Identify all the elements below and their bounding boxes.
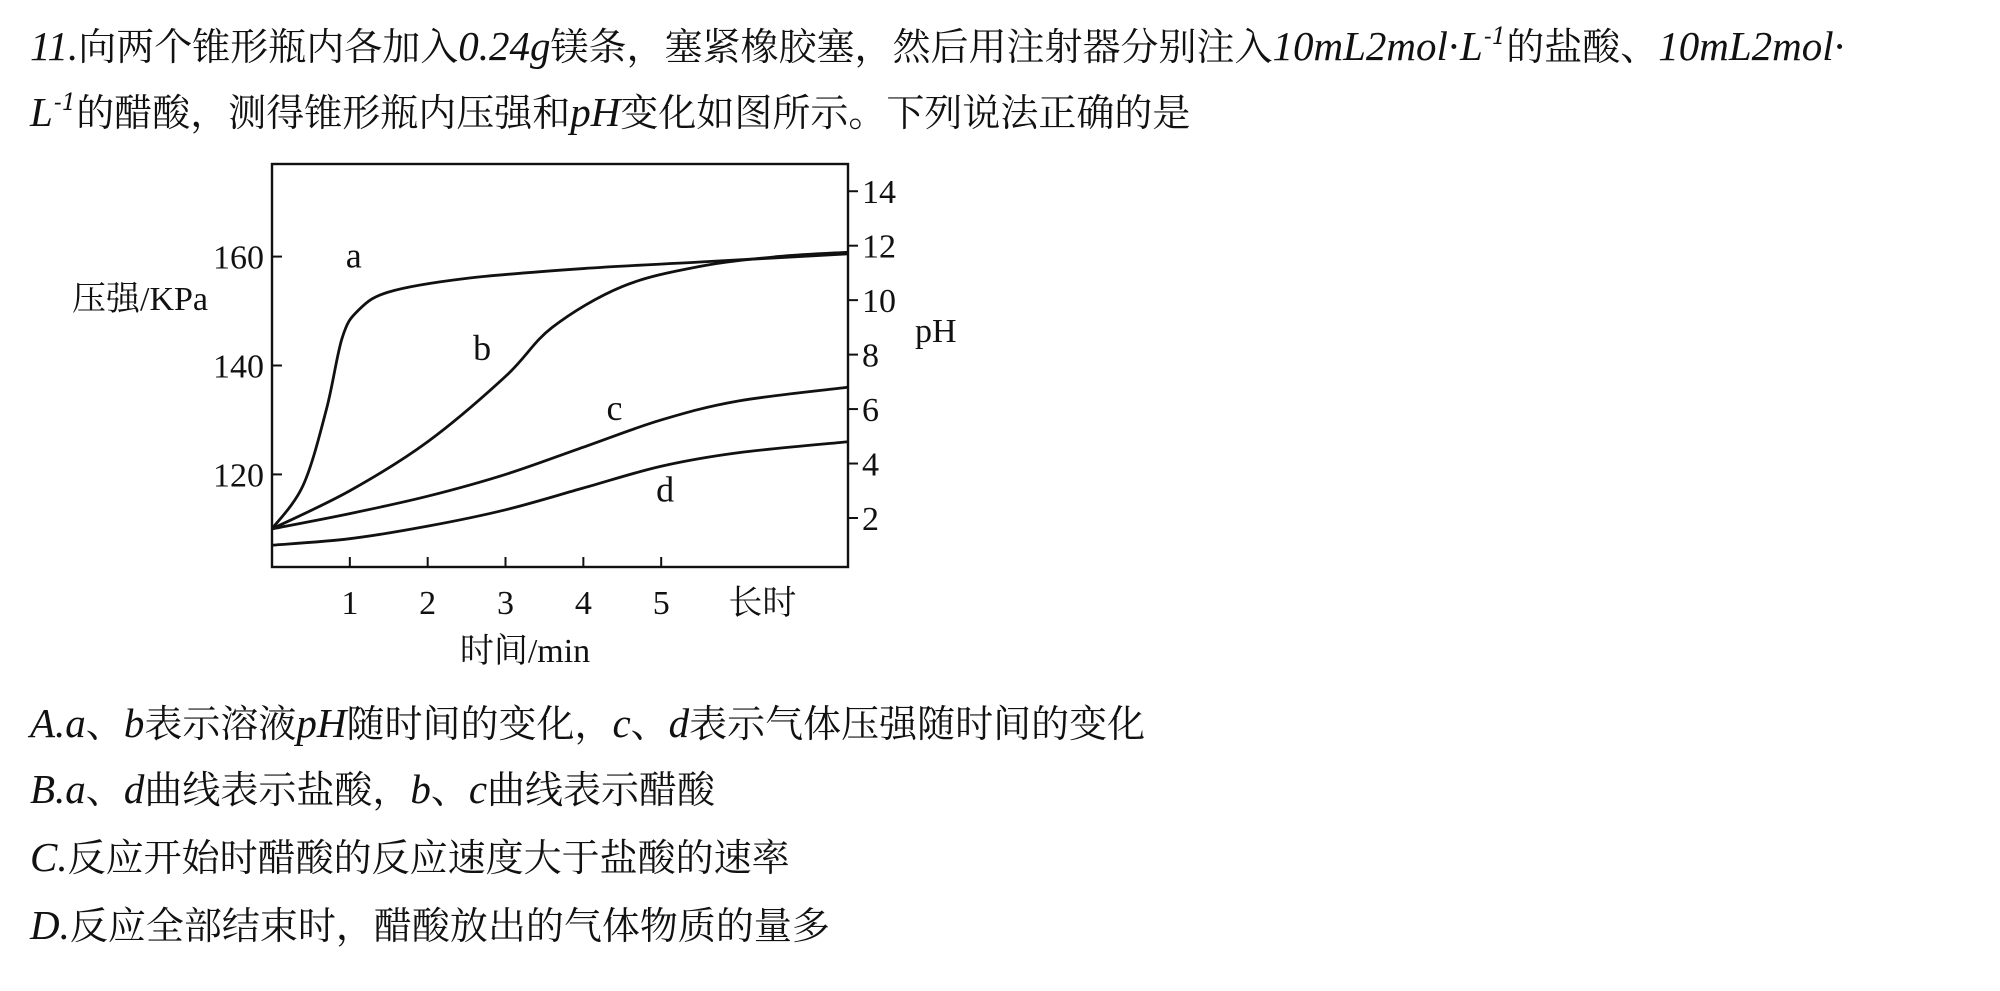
chart-axes [272, 164, 858, 567]
option-a-math-1: a [65, 700, 86, 746]
y-right-tick-label: 10 [862, 283, 896, 321]
question-math-unit-l-1: L [1460, 23, 1483, 69]
curve-label-d: d [656, 469, 675, 510]
question-superscript-2: -1 [53, 90, 77, 116]
option-b-text-2: 曲线表示盐酸， [144, 768, 411, 812]
option-a-math-4: c [612, 700, 631, 746]
question-text-1: 向两个锥形瓶内各加入 [78, 25, 459, 69]
curve-label-b: b [473, 328, 492, 369]
y-right-tick-label: 12 [862, 228, 896, 266]
curve-a [272, 254, 848, 529]
curve-label-a: a [345, 235, 362, 276]
x-tick-label: 5 [652, 585, 670, 622]
y-right-tick-label: 6 [862, 392, 879, 430]
option-a-text-4: 、 [630, 702, 669, 746]
option-b-text-4: 曲线表示醋酸 [487, 768, 716, 812]
option-b-math-3: b [410, 766, 431, 812]
option-b-math-4: c [468, 766, 488, 812]
question-dot-2: · [1833, 25, 1846, 69]
x-tick-label: 4 [574, 585, 592, 622]
y-right-tick-label: 4 [862, 446, 879, 484]
y-right-tick-label: 2 [862, 500, 879, 538]
question-text-2: 镁条，塞紧橡胶塞，然后用注射器分别注入 [550, 25, 1273, 69]
curve-c [272, 387, 848, 529]
option-a-math-5: d [668, 700, 690, 746]
question-text-5: 变化如图所示。下列说法正确的是 [620, 91, 1191, 135]
x-tick-label: 3 [497, 585, 515, 622]
question-text-4: 的醋酸，测得锥形瓶内压强和 [76, 91, 571, 135]
question-line-1 [30, 22, 1846, 77]
x-axis-label: 时间/min [459, 633, 591, 670]
option-a-math-3: pH [296, 700, 347, 746]
question-text-3: 的盐酸、 [1506, 25, 1659, 69]
option-a[interactable] [30, 699, 1145, 748]
chart-text [72, 174, 957, 670]
curve-b [272, 252, 848, 529]
curve-label-c: c [606, 387, 623, 428]
option-b-math-2: d [123, 766, 145, 812]
x-tick-label: 1 [341, 585, 359, 622]
curve-d [272, 442, 848, 545]
option-a-text-3: 随时间的变化， [346, 702, 613, 746]
question-math-hcl-amount: 10mL2mol [1272, 23, 1448, 69]
question-math-unit-l-2: L [30, 89, 53, 135]
y-left-tick-label: 160 [213, 239, 264, 277]
x-tick-label: 长时 [728, 585, 797, 622]
option-a-math-2: b [123, 700, 145, 746]
question-number: 11. [30, 23, 79, 69]
y-left-tick-label: 120 [213, 457, 264, 495]
x-tick-label: 2 [419, 585, 437, 622]
question-math-ph: pH [570, 89, 621, 135]
option-b-letter: B. [30, 766, 66, 812]
chart-lines [272, 252, 848, 545]
y-right-tick-label: 8 [862, 337, 879, 375]
question-line-2 [30, 88, 1190, 143]
option-a-text-2: 表示溶液 [144, 702, 297, 746]
option-c-letter: C. [30, 834, 68, 880]
option-a-text-1: 、 [85, 702, 124, 746]
option-b-math-1: a [65, 766, 86, 812]
option-b[interactable] [30, 765, 715, 814]
y-left-tick-label: 140 [213, 348, 264, 386]
option-a-text-5: 表示气体压强随时间的变化 [689, 702, 1146, 746]
option-c-text: 反应开始时醋酸的反应速度大于盐酸的速率 [67, 836, 790, 880]
y-right-axis-label: pH [915, 313, 957, 350]
option-d-letter: D. [30, 902, 70, 948]
option-b-text-3: 、 [430, 768, 469, 812]
option-a-letter: A. [30, 700, 66, 746]
question-superscript-1: -1 [1483, 24, 1507, 50]
option-d-text: 反应全部结束时，醋酸放出的气体物质的量多 [69, 904, 830, 948]
y-right-tick-label: 14 [862, 174, 896, 212]
option-d[interactable] [30, 901, 830, 950]
question-math-acetic-amount: 10mL2mol [1658, 23, 1834, 69]
option-c[interactable] [30, 833, 790, 882]
plot-frame [272, 164, 848, 567]
question-dot-1: · [1447, 25, 1461, 69]
question-math-mass: 0.24g [458, 23, 551, 69]
pressure-ph-chart [60, 150, 980, 690]
y-left-axis-label: 压强/KPa [72, 281, 208, 318]
option-b-text-1: 、 [85, 768, 124, 812]
